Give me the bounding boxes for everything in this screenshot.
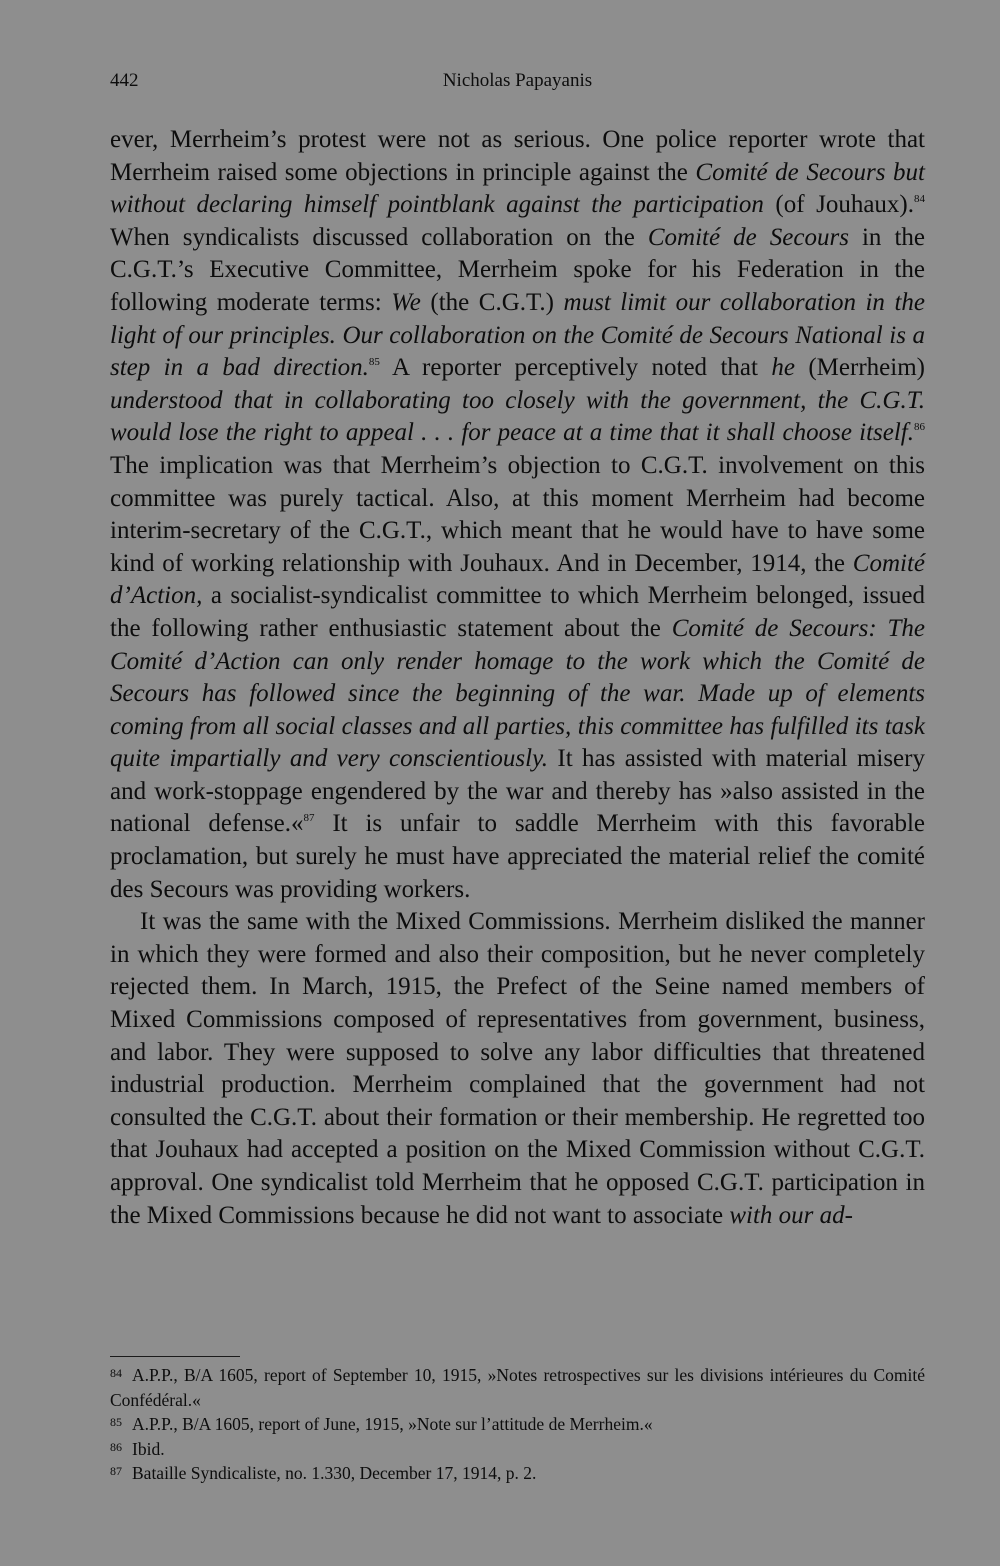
footnote-ref: 85	[368, 356, 380, 369]
italic-text: understood that in collaborating too closely with the government, the C.G.T. would lose the right to appeal . . . for peace at a time that it shall choose itself.	[110, 386, 925, 447]
text-run: The implication was that Merrheim’s objection to C.G.T. involvement on this committee was purely tactical. Also, at this moment Merrheim had become interim-secretary of the C.G.T., which meant that he would have to have some kind of working relationship with Jouhaux. And in December, 1914, the	[110, 451, 925, 577]
text-run: It is unfair to saddle Merrheim with this favorable proclamation, but surely he must have appreciated the material relief the comité des Secours was providing workers.	[110, 810, 926, 903]
text-run: (Merrheim)	[794, 354, 925, 382]
page-number: 442	[110, 70, 139, 91]
italic-text: Comité de Secours	[647, 223, 849, 251]
text-run: When syndicalists discussed collaboration on the	[110, 223, 648, 251]
italic-text: Comité de Secours: The Comité d’Action can only render homage to the work which the Comité de Secours has followed since the beginning of the war. Made up of elements coming from all social classes and all parties, this committee has fulfilled its task quite impartially and very conscientiously.	[110, 614, 925, 773]
footnote-text: Ibid.	[132, 1438, 165, 1459]
running-head: Nicholas Papayanis	[442, 70, 593, 91]
text-run: A reporter perceptively noted that	[379, 354, 772, 382]
footnote-rule	[110, 1356, 240, 1357]
footnote: 87 Bataille Syndicaliste, no. 1.330, December 17, 1914, p. 2.	[110, 1463, 537, 1483]
italic-text: Comité d’Action,	[110, 549, 925, 610]
footnote: 86 Ibid.	[110, 1438, 165, 1459]
italic-text: he	[771, 354, 795, 382]
footnotes	[110, 1363, 925, 1486]
text-run: in the C.G.T.’s Executive Committee, Merrheim spoke for his Federation in the following moderate terms:	[110, 223, 925, 316]
paragraph	[110, 906, 925, 1232]
italic-text: must limit our collaboration in the light of our principles. Our collaboration on the Comité de Secours National is a step in a bad direction.	[110, 288, 925, 382]
footnote-text: A.P.P., B/A 1605, report of June, 1915, »Note sur l’attitude de Merrheim.«	[132, 1414, 653, 1434]
footnote: 84 A.P.P., B/A 1605, report of September 10, 1915, »Notes retrospectives sur les divisions intérieures du Comité Confédéral.«	[110, 1365, 925, 1410]
italic-text: Comité de Secours but without declaring himself pointblank against the participation	[110, 158, 926, 219]
page-header	[110, 70, 925, 100]
footnote-text: Bataille Syndicaliste, no. 1.330, December 17, 1914, p. 2.	[132, 1463, 537, 1483]
body-text	[110, 124, 925, 1232]
footnote-ref: 86	[914, 421, 925, 434]
text-run: (the C.G.T.)	[420, 288, 564, 316]
paragraph	[110, 124, 925, 906]
footnote-ref: 84	[913, 193, 925, 206]
text-run: ever, Merrheim’s protest were not as serious. One police reporter wrote that Merrheim raised some objections in principle against the	[110, 126, 925, 186]
italic-text: We	[391, 288, 421, 316]
text-run: It was the same with the Mixed Commissions. Merrheim disliked the manner in which they were formed and also their composition, but he never completely rejected them. In March, 1915, the Prefect of the Seine named members of Mixed Commissions composed of representatives from government, business, and labor. They were supposed to solve any labor difficulties that threatened industrial production. Merrheim complained that the government had not consulted the C.G.T. about their formation or their membership. He regretted too that Jouhaux had accepted a position on the Mixed Commission without C.G.T. approval. One syndicalist told Merrheim that he opposed C.G.T. participation in the Mixed Commissions because he did not want to associate	[110, 908, 925, 1229]
footnote-ref: 87	[303, 812, 315, 825]
text-run: a socialist-syndicalist committee to which Merrheim belonged, issued the following rather enthusiastic statement about the	[110, 582, 925, 642]
text-run: It has assisted with material misery and work-stoppage engendered by the war and thereby has »also assisted in the national defense.«	[110, 745, 925, 838]
footnote-text: A.P.P., B/A 1605, report of September 10, 1915, »Notes retrospectives sur les divisions intérieures du Comité Confédéral.«	[110, 1365, 925, 1410]
text-run: (of Jouhaux).	[763, 191, 914, 219]
footnote: 85 A.P.P., B/A 1605, report of June, 1915, »Note sur l’attitude de Merrheim.«	[110, 1414, 653, 1434]
italic-text: with our ad-	[729, 1201, 853, 1229]
